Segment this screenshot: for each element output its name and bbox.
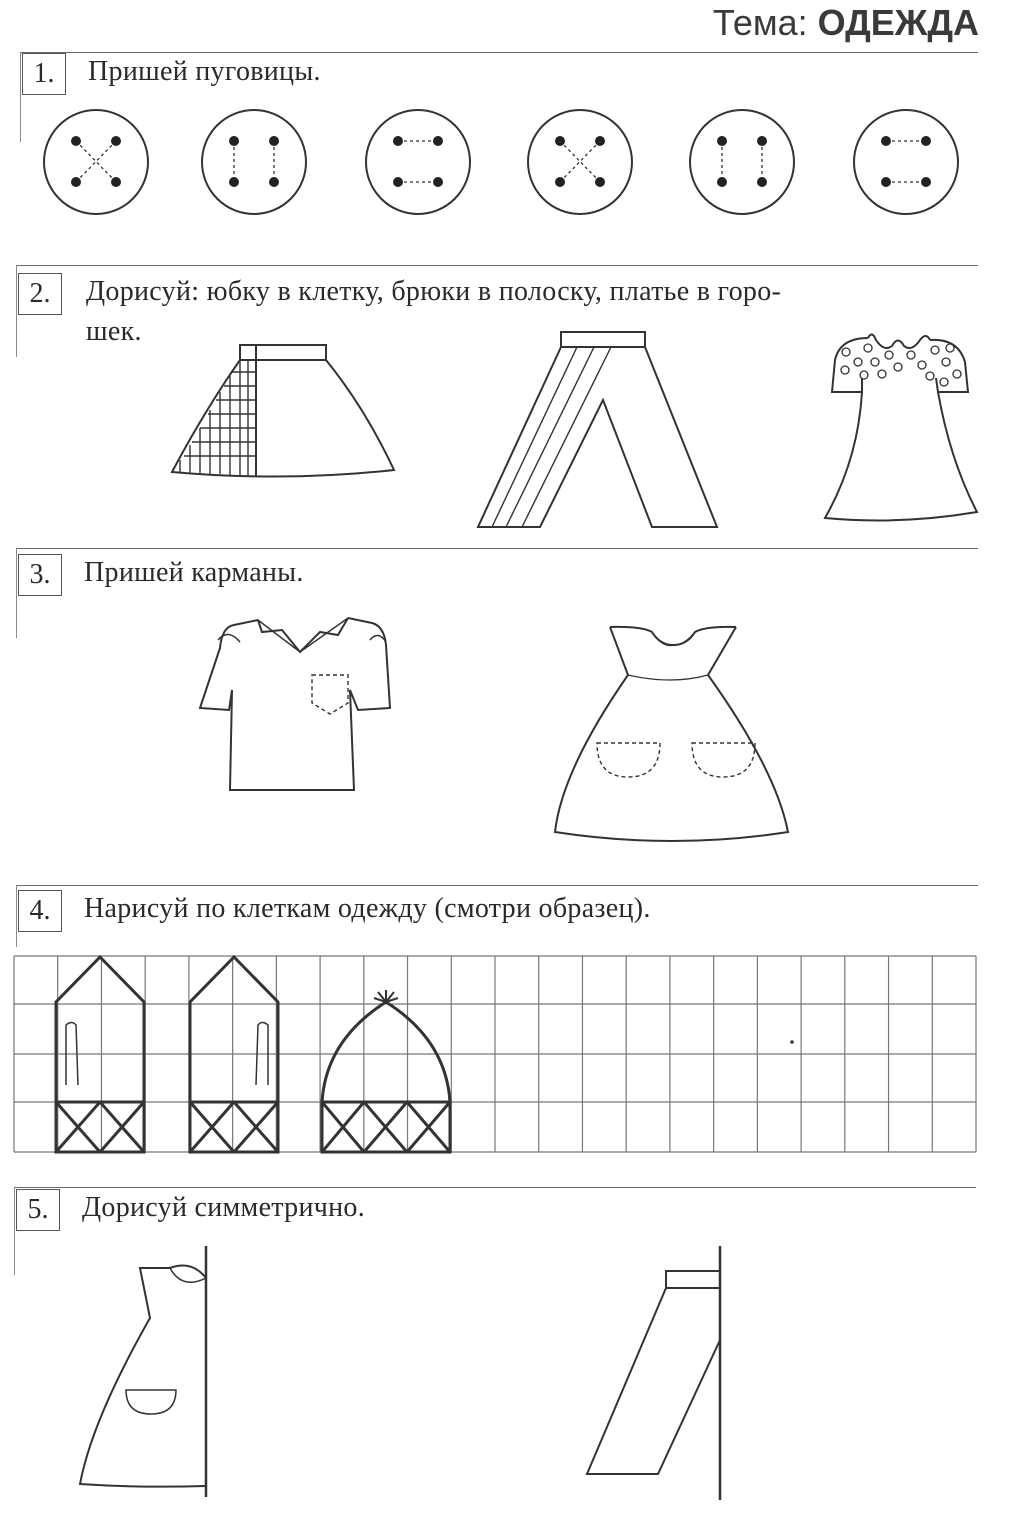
- blouse-pocket-outline[interactable]: [312, 675, 348, 714]
- task2-left-rule: [16, 265, 17, 357]
- task2-text-line2: шек.: [86, 316, 142, 347]
- skirt-drawing[interactable]: [172, 345, 394, 477]
- task5-top-rule: [14, 1187, 976, 1188]
- task3-top-rule: [16, 548, 978, 549]
- task2-top-rule: [16, 265, 978, 266]
- button-5[interactable]: [690, 110, 794, 214]
- dress-pocket-right-outline[interactable]: [692, 743, 755, 777]
- pocket-dress-drawing[interactable]: [555, 627, 788, 841]
- button-3[interactable]: [366, 110, 470, 214]
- task4-number: 4.: [18, 890, 62, 932]
- task5-left-rule: [14, 1187, 15, 1275]
- button-1[interactable]: [44, 110, 148, 214]
- hat-sample: [322, 990, 450, 1152]
- task2-number: 2.: [18, 273, 62, 315]
- task5-number: 5.: [16, 1189, 60, 1231]
- topic-name: ОДЕЖДА: [817, 2, 979, 43]
- drawing-grid[interactable]: [14, 956, 976, 1152]
- symmetry-dress-half[interactable]: [80, 1246, 206, 1497]
- polka-dots: [841, 344, 961, 386]
- button-6[interactable]: [854, 110, 958, 214]
- button-4[interactable]: [528, 110, 632, 214]
- task3-number: 3.: [18, 554, 62, 596]
- task4-top-rule: [16, 885, 978, 886]
- task4-text: Нарисуй по клеткам одежду (смотри образец).: [84, 893, 651, 924]
- trousers-drawing[interactable]: [478, 332, 717, 527]
- dress-pocket-left-outline[interactable]: [597, 743, 660, 777]
- trousers-stripe-pattern: [492, 347, 611, 527]
- task4-left-rule: [16, 885, 17, 947]
- task2-text-line1: Дорисуй: юбку в клетку, брюки в полоску, платье в горо-: [86, 276, 782, 307]
- task3-left-rule: [16, 548, 17, 638]
- skirt-check-pattern: [180, 360, 256, 476]
- task3-text: Пришей карманы.: [84, 557, 304, 588]
- task5-text: Дорисуй симметрично.: [82, 1192, 366, 1223]
- task1-number: 1.: [22, 53, 66, 95]
- button-2[interactable]: [202, 110, 306, 214]
- task1-text: Пришей пуговицы.: [88, 56, 321, 87]
- topic-label: Тема:: [712, 2, 808, 43]
- symmetry-trousers-half[interactable]: [587, 1246, 720, 1500]
- blouse-drawing[interactable]: [200, 618, 390, 790]
- polka-dress-drawing[interactable]: [825, 334, 977, 520]
